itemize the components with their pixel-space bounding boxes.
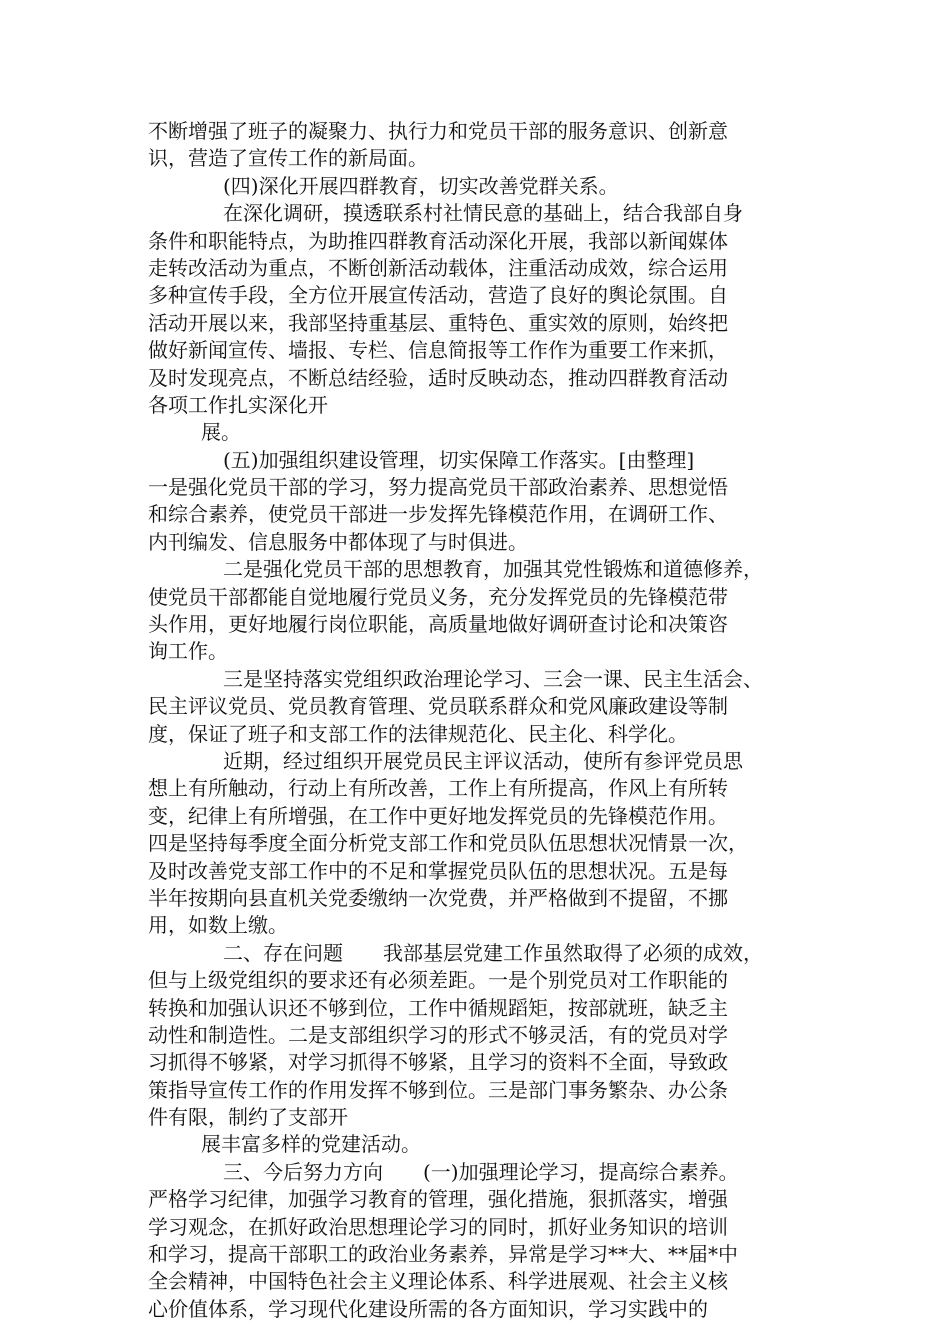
text-line: 但与上级党组织的要求还有必须差距。一是个别党员对工作职能的: [148, 968, 728, 993]
text-line: 在深化调研，摸透联系村社情民意的基础上，结合我部自身: [223, 201, 743, 226]
text-line: 想上有所触动，行动上有所改善，工作上有所提高，作风上有所转: [148, 776, 728, 801]
text-line: 学习观念，在抓好政治思想理论学习的同时，抓好业务知识的培训: [148, 1214, 728, 1239]
text-line: 习抓得不够紧，对学习抓得不够紧，且学习的资料不全面，导致政: [148, 1050, 728, 1075]
text-line: 转换和加强认识还不够到位，工作中循规蹈矩，按部就班，缺乏主: [148, 995, 728, 1020]
text-line: 和学习，提高干部职工的政治业务素养，异常是学习**大、**届*中: [148, 1242, 738, 1267]
text-line: 使党员干部都能自觉地履行党员义务，充分发挥党员的先锋模范带: [148, 584, 728, 609]
text-line: 策指导宣传工作的作用发挥不够到位。三是部门事务繁杂、办公条: [148, 1077, 728, 1102]
text-line: 做好新闻宣传、墙报、专栏、信息简报等工作作为重要工作来抓，: [148, 338, 728, 363]
text-line: 全会精神，中国特色社会主义理论体系、科学进展观、社会主义核: [148, 1269, 728, 1294]
text-line: 二、存在问题 我部基层党建工作虽然取得了必须的成效，: [223, 940, 763, 965]
text-line: (四)深化开展四群教育，切实改善党群关系。: [223, 173, 619, 198]
text-line: 半年按期向县直机关党委缴纳一次党费，并严格做到不提留，不挪: [148, 885, 728, 910]
text-line: 二是强化党员干部的思想教育，加强其党性锻炼和道德修养，: [223, 557, 763, 582]
text-line: 动性和制造性。二是支部组织学习的形式不够灵活，有的党员对学: [148, 1022, 728, 1047]
text-line: 心价值体系，学习现代化建设所需的各方面知识，学习实践中的: [148, 1296, 708, 1321]
text-line: 展。: [201, 420, 241, 445]
text-line: 民主评议党员、党员教育管理、党员联系群众和党风廉政建设等制: [148, 694, 728, 719]
text-line: 一是强化党员干部的学习，努力提高党员干部政治素养、思想觉悟: [148, 475, 728, 500]
text-line: 展丰富多样的党建活动。: [201, 1132, 421, 1157]
text-line: 近期，经过组织开展党员民主评议活动，使所有参评党员思: [223, 748, 743, 773]
text-line: 识，营造了宣传工作的新局面。: [148, 146, 428, 171]
document-body: [148, 118, 812, 1323]
text-line: 头作用，更好地履行岗位职能，高质量地做好调研查讨论和决策咨: [148, 612, 728, 637]
text-line: 及时发现亮点，不断总结经验，适时反映动态，推动四群教育活动: [148, 365, 728, 390]
text-line: 三是坚持落实党组织政治理论学习、三会一课、民主生活会、: [223, 666, 763, 691]
text-line: 件有限，制约了支部开: [148, 1105, 348, 1130]
text-line: 变，纪律上有所增强，在工作中更好地发挥党员的先锋模范作用。: [148, 803, 728, 828]
text-line: 不断增强了班子的凝聚力、执行力和党员干部的服务意识、创新意: [148, 119, 728, 143]
text-line: 严格学习纪律，加强学习教育的管理，强化措施，狠抓落实，增强: [148, 1187, 728, 1212]
text-line: (五)加强组织建设管理，切实保障工作落实。[由整理]: [223, 447, 695, 472]
text-line: 和综合素养，使党员干部进一步发挥先锋模范作用，在调研工作、: [148, 502, 728, 527]
text-line: 各项工作扎实深化开: [148, 392, 328, 417]
text-line: 用，如数上缴。: [148, 913, 288, 938]
text-line: 四是坚持每季度全面分析党支部工作和党员队伍思想状况情景一次，: [148, 831, 748, 856]
text-line: 及时改善党支部工作中的不足和掌握党员队伍的思想状况。五是每: [148, 858, 728, 883]
text-line: 多种宣传手段，全方位开展宣传活动，营造了良好的舆论氛围。自: [148, 283, 728, 308]
text-line: 活动开展以来，我部坚持重基层、重特色、重实效的原则，始终把: [148, 310, 728, 335]
text-line: 条件和职能特点，为助推四群教育活动深化开展，我部以新闻媒体: [148, 228, 728, 253]
text-line: 询工作。: [148, 639, 228, 664]
text-line: 走转改活动为重点，不断创新活动载体，注重活动成效，综合运用: [148, 255, 728, 280]
text-line: 三、今后努力方向 (一)加强理论学习，提高综合素养。: [223, 1159, 739, 1184]
text-line: 内刊编发、信息服务中都体现了与时俱进。: [148, 529, 528, 554]
text-line: 度，保证了班子和支部工作的法律规范化、民主化、科学化。: [148, 721, 688, 746]
